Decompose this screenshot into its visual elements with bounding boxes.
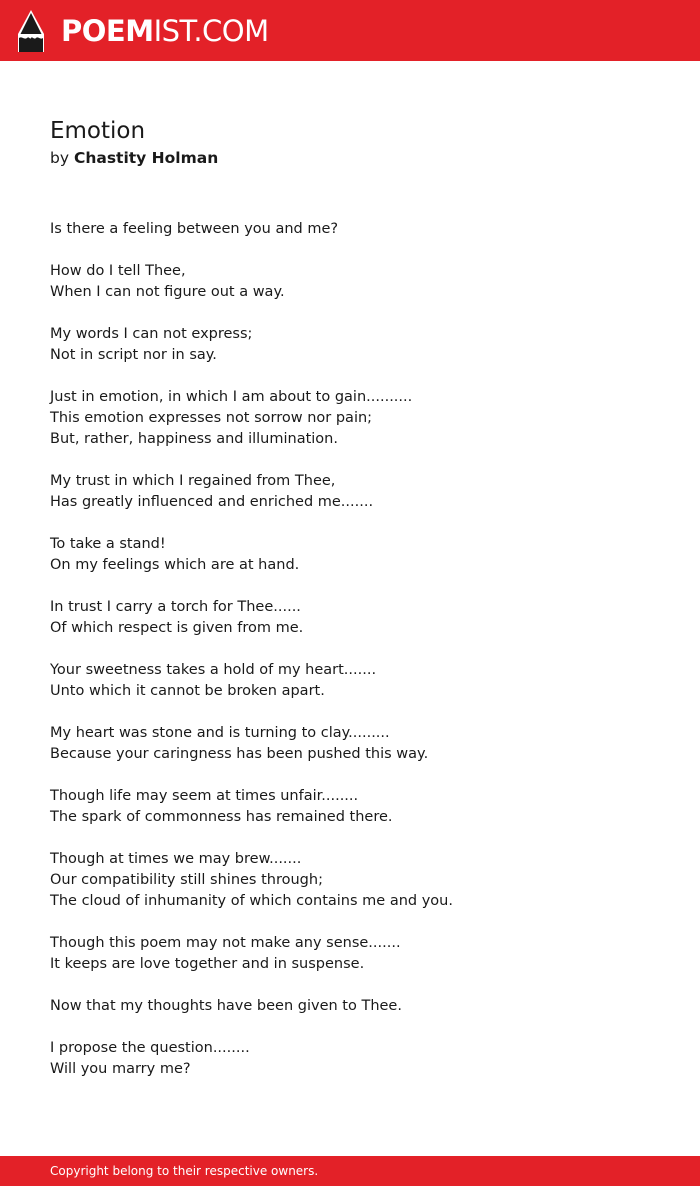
- poem-line: On my feelings which are at hand.: [50, 557, 300, 573]
- poem-stanza: [50, 324, 670, 366]
- poem-stanza: [50, 723, 670, 765]
- poem-line: Is there a feeling between you and me?: [50, 221, 339, 237]
- poem-line: Has greatly influenced and enriched me.......: [50, 494, 374, 510]
- pencil-icon: [18, 10, 44, 52]
- poem-line: Because your caringness has been pushed this way.: [50, 746, 429, 762]
- poem-line: Not in script nor in say.: [50, 347, 217, 363]
- author-link[interactable]: Chastity Holman: [73, 149, 219, 167]
- poem-line: When I can not figure out a way.: [50, 284, 285, 300]
- poem-body: [50, 219, 670, 1101]
- copyright-text: Copyright belong to their respective owners.: [50, 1164, 319, 1178]
- poem-line: How do I tell Thee,: [50, 263, 186, 279]
- poem-stanza: [50, 219, 670, 240]
- poem-line: I propose the question........: [50, 1040, 250, 1056]
- by-label: by: [50, 149, 70, 167]
- poem-line: Though at times we may brew.......: [50, 851, 302, 867]
- poem-line: Unto which it cannot be broken apart.: [50, 683, 325, 699]
- poem-line: Just in emotion, in which I am about to gain..........: [50, 389, 413, 405]
- byline: [50, 147, 650, 169]
- poem-stanza: [50, 996, 670, 1017]
- poem-stanza: [50, 261, 670, 303]
- poem-line: But, rather, happiness and illumination.: [50, 431, 338, 447]
- poem-stanza: [50, 1038, 670, 1080]
- poem-stanza: [50, 471, 670, 513]
- poem-line: The cloud of inhumanity of which contains me and you.: [50, 893, 453, 909]
- poem-line: Our compatibility still shines through;: [50, 872, 323, 888]
- poem-line: The spark of commonness has remained there.: [50, 809, 393, 825]
- site-logo-text: [61, 10, 269, 52]
- poem-line: My words I can not express;: [50, 326, 253, 342]
- poem-stanza: [50, 387, 670, 450]
- logo-text-strong: POEM: [61, 14, 154, 48]
- poem-line: To take a stand!: [50, 536, 166, 552]
- site-logo[interactable]: [18, 10, 269, 52]
- poem-line: Now that my thoughts have been given to Thee.: [50, 998, 402, 1014]
- poem-stanza: [50, 534, 670, 576]
- poem-line: In trust I carry a torch for Thee......: [50, 599, 301, 615]
- poem-line: My heart was stone and is turning to clay.........: [50, 725, 390, 741]
- poem-stanza: [50, 933, 670, 975]
- poem-line: Though this poem may not make any sense.......: [50, 935, 401, 951]
- site-header: [0, 0, 700, 61]
- poem-title: Emotion: [50, 118, 146, 144]
- site-footer: [0, 1156, 700, 1186]
- poem-line: Your sweetness takes a hold of my heart.......: [50, 662, 377, 678]
- poem-stanza: [50, 597, 670, 639]
- poem-line: This emotion expresses not sorrow nor pain;: [50, 410, 373, 426]
- poem-stanza: [50, 660, 670, 702]
- poem-line: Though life may seem at times unfair........: [50, 788, 359, 804]
- poem-heading: [50, 116, 650, 169]
- poem-line: My trust in which I regained from Thee,: [50, 473, 336, 489]
- poem-stanza: [50, 786, 670, 828]
- logo-text-light: IST.COM: [153, 14, 269, 48]
- poem-line: Of which respect is given from me.: [50, 620, 304, 636]
- poem-line: It keeps are love together and in suspense.: [50, 956, 365, 972]
- poem-line: Will you marry me?: [50, 1061, 191, 1077]
- poem-stanza: [50, 849, 670, 912]
